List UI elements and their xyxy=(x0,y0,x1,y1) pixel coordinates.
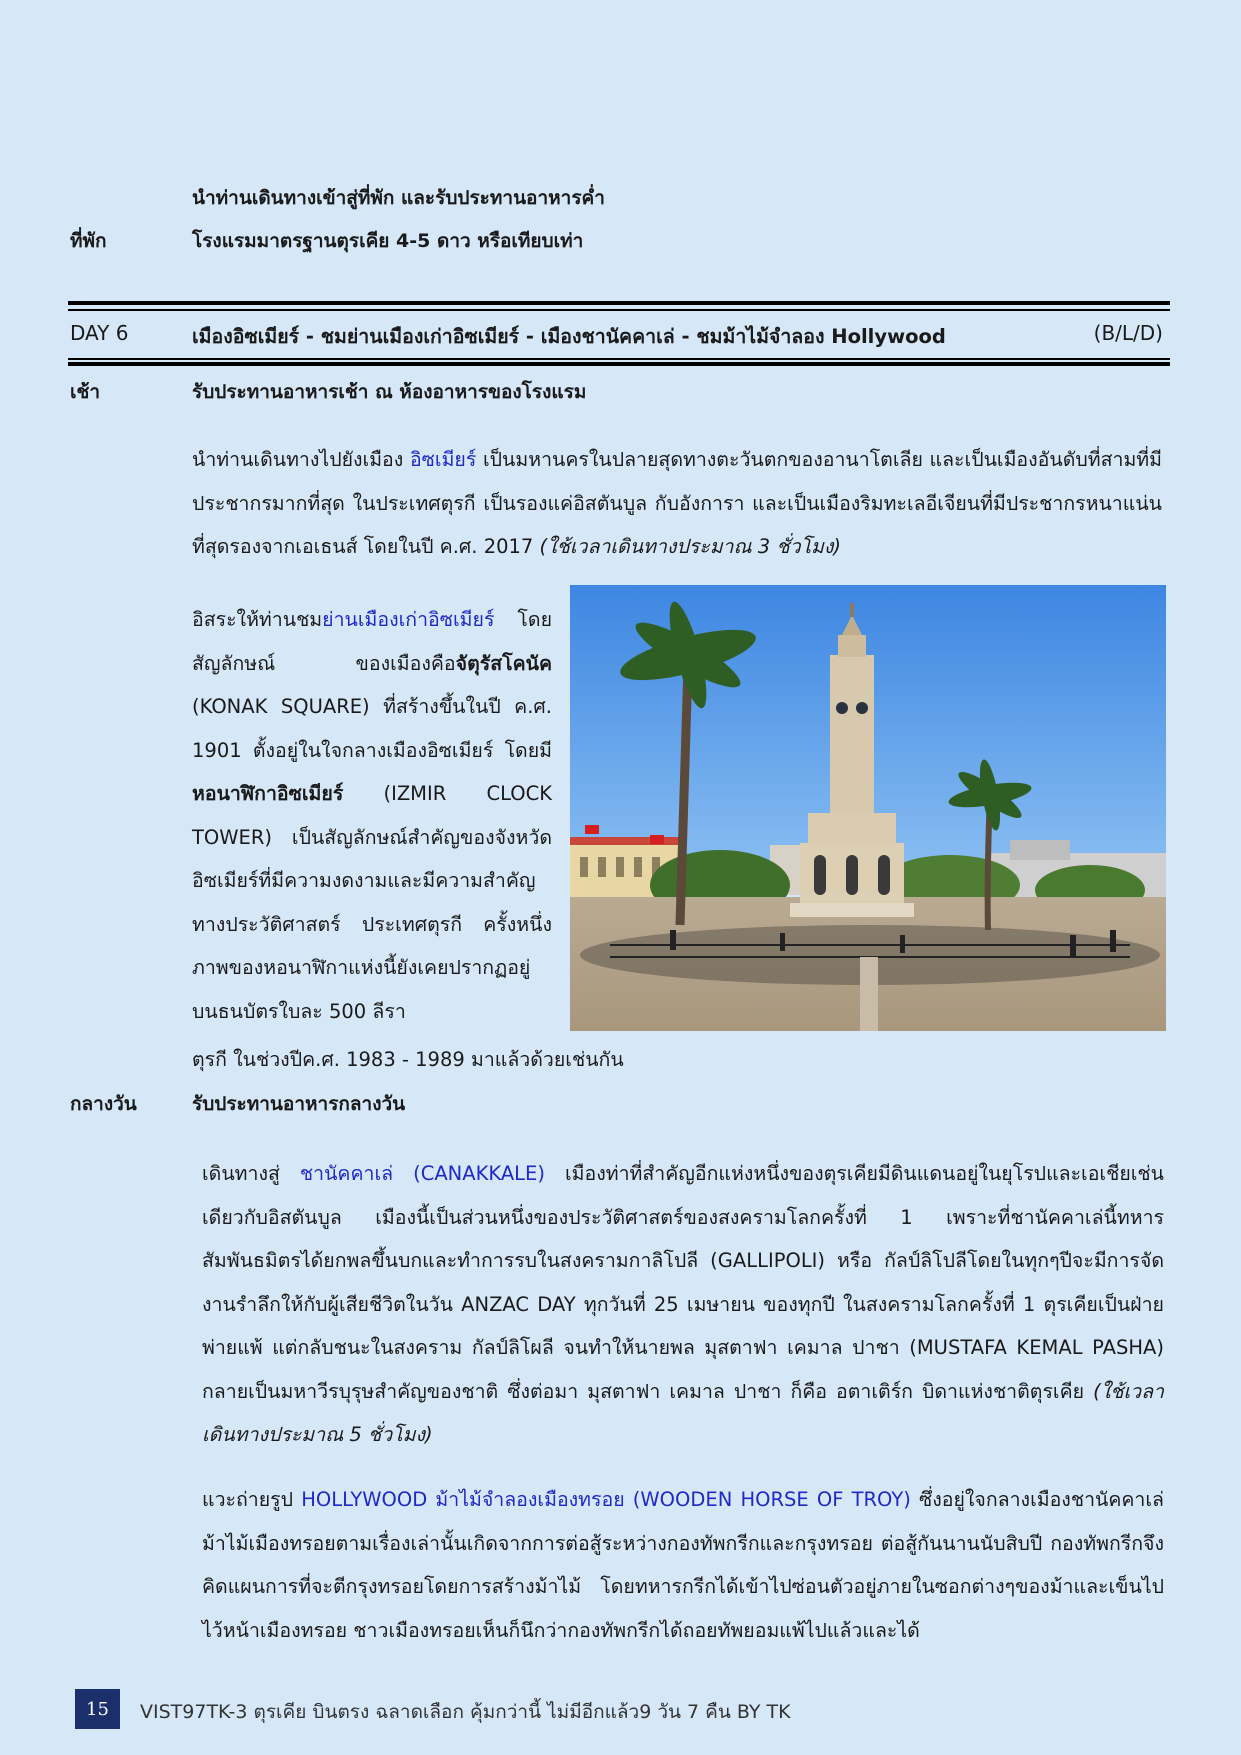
oldtown-pre: อิสระให้ท่านชม xyxy=(192,608,323,631)
morning-label: เช้า xyxy=(70,381,101,403)
canakkale-body: เมืองท่าที่สำคัญอีกแห่งหนึ่งของตุรเคียมีดินแดนอยู่ในยุโรปและเอเชียเช่นเดียวกับอิสตันบูล เมืองนี้เป็นส่วนหนึ่งของประวัติศาสตร์ของสงครามโลกครั้งที่ 1 เพราะที่ชานัคคาเล่นี้ทหารสัมพันธมิตรได้ยกพลขึ้นบกและทำการรบในสงครามกาลิโปลี (GALLIPOLI) หรือ กัลป์ลิโปลีโดยในทุกๆปีจะมีการจัดงานรำลึกให้กับผู้เสียชีวิตในวัน ANZAC DAY ทุกวันที่ 25 เมษายน ของทุกปี ในสงครามโลกครั้งที่ 1 ตุรเคียเป็นฝ่ายพ่ายแพ้ แต่กลับชนะในสงคราม กัลป์ลิโผลี จนทำให้นายพล มุสตาฟา เคมาล ปาชา (MUSTAFA KEMAL PASHA) กลายเป็นมหาวีรบุรุษสำคัญของชาติ ซึ่งต่อมา มุสตาฟา เคมาล ปาชา ก็คือ อตาเติร์ก บิดาแห่งชาติตุรเคีย xyxy=(202,1162,1164,1403)
day-label: DAY 6 xyxy=(70,321,129,345)
day-bottom-rule-thick xyxy=(68,362,1170,366)
izmir-body: เป็นมหานครในปลายสุดทางตะวันตกของอานาโตเลีย และเป็นเมืองอันดับที่สามที่มีประชากรมากที่สุด ในประเทศตุรกี เป็นรองแค่อิสตันบูล กับอังการา และเป็นเมืองริมทะเลอีเจียนที่มีประชากรหนาแน่นที่สุดรองจากเอเธนส์ โดยในปี ค.ศ. 2017 xyxy=(192,448,1163,558)
horse-pre: แวะถ่ายรูป xyxy=(202,1488,302,1511)
oldtown-t2: (KONAK SQUARE) ที่สร้างขึ้นในปี ค.ศ. 1901 ตั้งอยู่ในใจกลางเมืองอิซเมียร์ โดยมี xyxy=(192,695,552,762)
lunch-label: กลางวัน xyxy=(70,1093,137,1115)
page-number: 15 xyxy=(75,1689,120,1729)
hotel-text: โรงแรมมาตรฐานตุรเคีย 4-5 ดาว หรือเทียบเท่า xyxy=(192,230,584,252)
lunch-text: รับประทานอาหารกลางวัน xyxy=(192,1093,406,1115)
canakkale-pre: เดินทางสู่ xyxy=(202,1162,300,1185)
footer-text: VIST97TK-3 ตุรเคีย บินตรง ฉลาดเลือก คุ้มกว่านี้ ไม่มีอีกแล้ว9 วัน 7 คืน BY TK xyxy=(140,1701,791,1723)
day-top-rule-thin xyxy=(68,309,1170,311)
day-meals: (B/L/D) xyxy=(1093,321,1163,345)
izmir-time: (ใช้เวลาเดินทางประมาณ 3 ชั่วโมง) xyxy=(539,535,842,558)
canakkale-time: (ใช้เวลาเดินทางประมาณ 5 ชั่วโมง) xyxy=(202,1379,1164,1446)
intro-line: นำท่านเดินทางเข้าสู่ที่พัก และรับประทานอาหารค่ำ xyxy=(192,187,605,209)
canakkale-name: ชานัคคาเล่ (CANAKKALE) xyxy=(299,1162,545,1185)
oldtown-t3: (IZMIR CLOCK TOWER) เป็นสัญลักษณ์สำคัญของจังหวัดอิซเมียร์ที่มีความงดงามและมีความสำคัญทางประวัติศาสตร์ ประเทศตุรกี ครั้งหนึ่งภาพของหอนาฬิกาแห่งนี้ยังเคยปรากฏอยู่บนธนบัตรใบละ 500 ลีรา xyxy=(192,782,552,1023)
horse-name: HOLLYWOOD ม้าไม้จำลองเมืองทรอย (WOODEN HORSE OF TROY) xyxy=(301,1488,911,1511)
day-title: เมืองอิซเมียร์ - ชมย่านเมืองเก่าอิซเมียร์ - เมืองชานัคคาเล่ - ชมม้าไม้จำลอง Hollywood xyxy=(192,325,946,348)
day-top-rule-thick xyxy=(68,301,1170,305)
oldtown-last-line: ตุรกี ในช่วงปีค.ศ. 1983 - 1989 มาแล้วด้วยเช่นกัน xyxy=(192,1048,624,1071)
izmir-clock-tower: หอนาฬิกาอิซเมียร์ xyxy=(192,782,344,805)
horse-body: ซึ่งอยู่ใจกลางเมืองชานัคคาเล่ ม้าไม้เมืองทรอยตามเรื่องเล่านั้นเกิดจากการต่อสู้ระหว่างกองทัพกรีกและกรุงทรอย ต่อสู้กันนานนับสิบปี กองทัพกรีกจึงคิดแผนการที่จะตีกรุงทรอยโดยการสร้างม้าไม้ โดยทหารกรีกได้เข้าไปซ่อนตัวอยู่ภายในซอกต่างๆของม้าและเข็นไปไว้หน้าเมืองทรอย ชาวเมืองทรอยเห็นก็นึกว่ากองทัพกรีกได้ถอยทัพยอมแพ้ไปแล้วและได้ xyxy=(202,1488,1165,1642)
izmir-clock-tower-photo xyxy=(570,585,1166,1031)
horse-paragraph xyxy=(202,1478,1164,1652)
morning-text: รับประทานอาหารเช้า ณ ห้องอาหารของโรงแรม xyxy=(192,381,587,403)
day-bottom-rule-thin xyxy=(68,358,1170,360)
hotel-label: ที่พัก xyxy=(70,230,107,252)
canakkale-paragraph xyxy=(202,1152,1164,1457)
izmir-pre: นำท่านเดินทางไปยังเมือง xyxy=(192,448,410,471)
izmir-paragraph xyxy=(192,438,1162,569)
oldtown-name: ย่านเมืองเก่าอิซเมียร์ xyxy=(322,608,495,631)
oldtown-paragraph xyxy=(192,598,552,1033)
izmir-name: อิซเมียร์ xyxy=(409,448,477,471)
konak-square: จัตุรัสโคนัค xyxy=(455,651,552,675)
oldtown-t1: โดยสัญลักษณ์ ของเมืองคือ xyxy=(192,608,552,675)
